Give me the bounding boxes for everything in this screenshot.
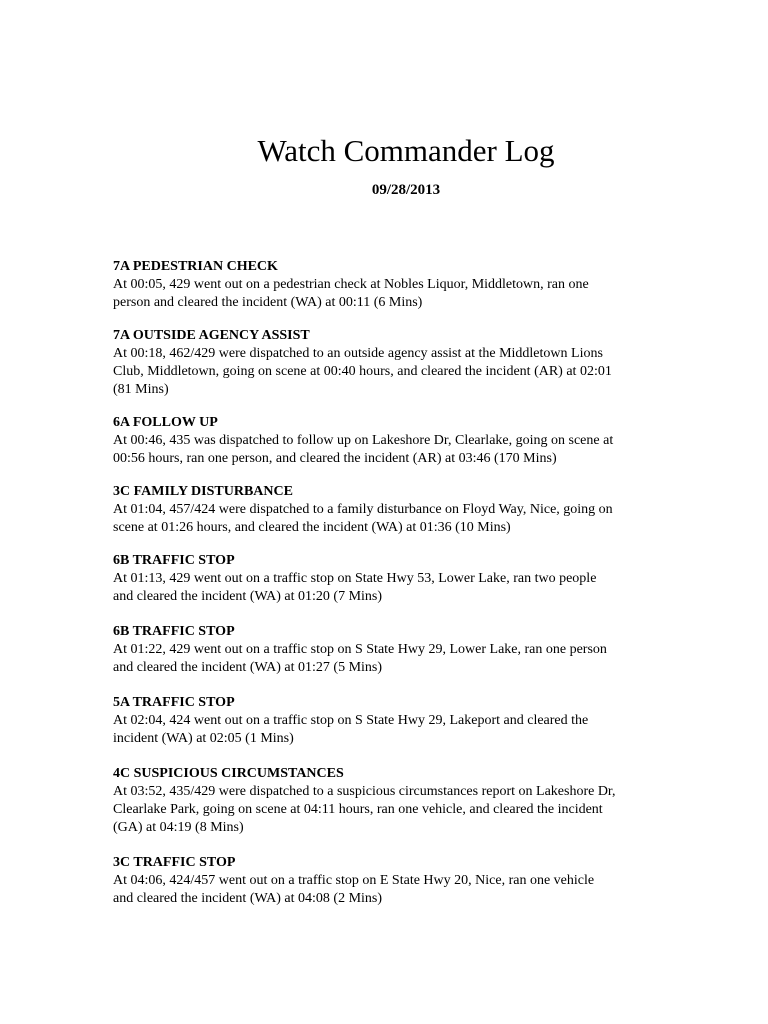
- entry-heading: 3C FAMILY DISTURBANCE: [113, 484, 293, 499]
- log-entry: [113, 552, 673, 606]
- entry-heading: 6B TRAFFIC STOP: [113, 553, 235, 568]
- log-entries: [113, 242, 673, 908]
- entry-text-line: and cleared the incident (WA) at 01:27 (5 Mins): [113, 660, 383, 675]
- entry-text-line: At 00:18, 462/429 were dispatched to an outside agency assist at the Middletown Lions: [113, 346, 603, 361]
- log-entry: [113, 854, 673, 908]
- entry-text-line: At 01:22, 429 went out on a traffic stop on S State Hwy 29, Lower Lake, ran one person: [113, 642, 607, 657]
- entry-text-line: (81 Mins): [113, 382, 169, 397]
- entry-text-line: Clearlake Park, going on scene at 04:11 hours, ran one vehicle, and cleared the incident: [113, 802, 603, 817]
- entry-heading: 5A TRAFFIC STOP: [113, 695, 235, 710]
- entry-text-line: Club, Middletown, going on scene at 00:40 hours, and cleared the incident (AR) at 02:01: [113, 364, 612, 379]
- log-entry: [113, 765, 673, 837]
- entry-text-line: (GA) at 04:19 (8 Mins): [113, 820, 244, 835]
- entry-text-line: At 02:04, 424 went out on a traffic stop on S State Hwy 29, Lakeport and cleared the: [113, 713, 589, 728]
- entry-text-line: At 01:13, 429 went out on a traffic stop on State Hwy 53, Lower Lake, ran two people: [113, 571, 597, 586]
- entry-text-line: At 04:06, 424/457 went out on a traffic stop on E State Hwy 20, Nice, ran one vehicle: [113, 873, 595, 888]
- page-title: Watch Commander Log: [257, 133, 555, 168]
- log-entry: [113, 483, 673, 537]
- entry-heading: 7A OUTSIDE AGENCY ASSIST: [113, 328, 310, 343]
- entry-text-line: At 00:46, 435 was dispatched to follow up on Lakeshore Dr, Clearlake, going on scene at: [113, 433, 614, 448]
- entry-heading: 4C SUSPICIOUS CIRCUMSTANCES: [113, 766, 344, 781]
- entry-text-line: incident (WA) at 02:05 (1 Mins): [113, 731, 294, 746]
- entry-text-line: person and cleared the incident (WA) at 00:11 (6 Mins): [113, 295, 423, 310]
- log-entry: [113, 327, 673, 399]
- entry-text-line: 00:56 hours, ran one person, and cleared the incident (AR) at 03:46 (170 Mins): [113, 451, 557, 466]
- log-date: 09/28/2013: [371, 182, 441, 198]
- log-entry: [113, 414, 673, 468]
- entry-heading: 7A PEDESTRIAN CHECK: [113, 259, 278, 274]
- entry-text-line: and cleared the incident (WA) at 04:08 (2 Mins): [113, 891, 383, 906]
- entry-text-line: At 03:52, 435/429 were dispatched to a suspicious circumstances report on Lakeshore Dr,: [113, 784, 616, 799]
- entry-heading: 6B TRAFFIC STOP: [113, 624, 235, 639]
- entry-heading: 3C TRAFFIC STOP: [113, 855, 236, 870]
- entry-text-line: scene at 01:26 hours, and cleared the incident (WA) at 01:36 (10 Mins): [113, 520, 511, 535]
- log-entry: [113, 623, 673, 677]
- log-entry: [113, 694, 673, 748]
- entry-text-line: At 01:04, 457/424 were dispatched to a family disturbance on Floyd Way, Nice, going on: [113, 502, 613, 517]
- entry-text-line: At 00:05, 429 went out on a pedestrian check at Nobles Liquor, Middletown, ran one: [113, 277, 589, 292]
- entry-heading: 6A FOLLOW UP: [113, 415, 218, 430]
- entry-text-line: and cleared the incident (WA) at 01:20 (7 Mins): [113, 589, 383, 604]
- log-entry: [113, 258, 673, 312]
